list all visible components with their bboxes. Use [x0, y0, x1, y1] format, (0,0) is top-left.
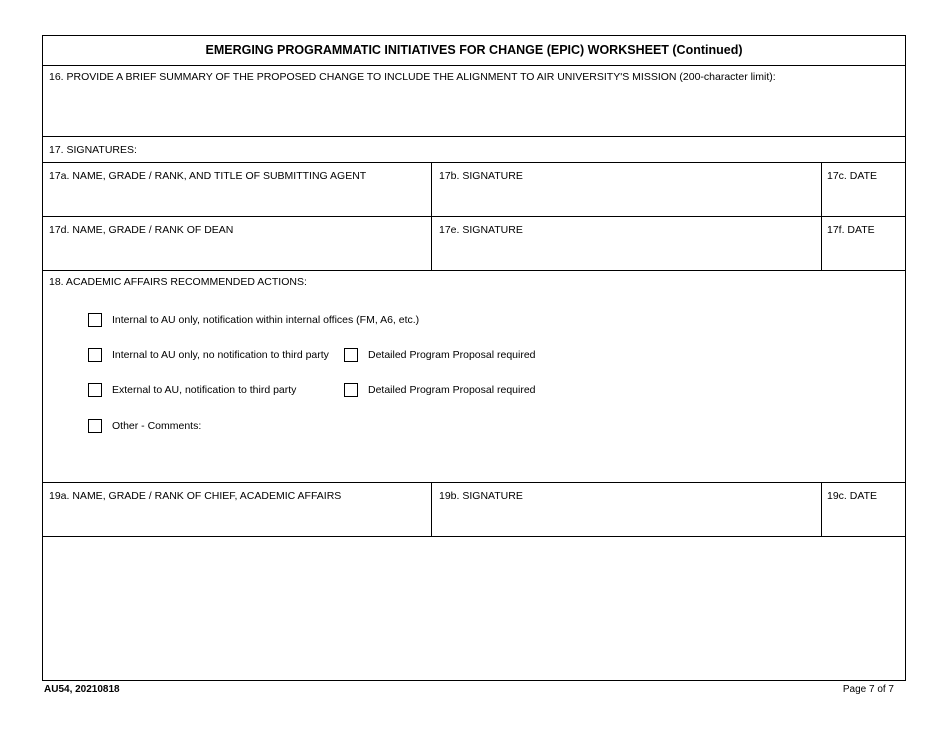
item17-submitting-agent-row	[43, 163, 905, 217]
item17a-label: 17a. NAME, GRADE / RANK, AND TITLE OF SUBMITTING AGENT	[49, 170, 367, 182]
item17d-label: 17d. NAME, GRADE / RANK OF DEAN	[49, 224, 234, 236]
option-internal-no-notify-label: Internal to AU only, no notification to third party	[112, 349, 329, 361]
detailed-proposal-checkbox-1[interactable]	[344, 348, 358, 362]
page-title: EMERGING PROGRAMMATIC INITIATIVES FOR CHANGE (EPIC) WORKSHEET (Continued)	[205, 43, 743, 57]
divider	[821, 217, 822, 270]
detailed-proposal-label-2: Detailed Program Proposal required	[368, 384, 536, 396]
divider	[821, 163, 822, 216]
blank-area	[43, 537, 905, 680]
option-other-label: Other - Comments:	[112, 420, 202, 432]
detailed-proposal-label-1: Detailed Program Proposal required	[368, 349, 536, 361]
item17e-label: 17e. SIGNATURE	[439, 224, 523, 236]
item17-dean-row	[43, 217, 905, 271]
epic-worksheet-form	[42, 35, 906, 681]
option-internal-notify-checkbox[interactable]	[88, 313, 102, 327]
item18-label: 18. ACADEMIC AFFAIRS RECOMMENDED ACTIONS:	[49, 276, 307, 288]
item19b-label: 19b. SIGNATURE	[439, 490, 523, 502]
item19-chief-row	[43, 483, 905, 537]
option-internal-notify-label: Internal to AU only, notification within internal offices (FM, A6, etc.)	[112, 314, 420, 326]
item17-label: 17. SIGNATURES:	[49, 144, 137, 156]
title-row	[43, 36, 905, 66]
form-id: AU54, 20210818	[44, 684, 120, 695]
item16-summary-field[interactable]	[43, 66, 905, 137]
option-external-notify-checkbox[interactable]	[88, 383, 102, 397]
item18-actions-section	[43, 271, 905, 483]
item17f-label: 17f. DATE	[827, 224, 875, 236]
item17b-label: 17b. SIGNATURE	[439, 170, 523, 182]
item19a-label: 19a. NAME, GRADE / RANK OF CHIEF, ACADEMIC AFFAIRS	[49, 490, 342, 502]
divider	[431, 217, 432, 270]
divider	[431, 483, 432, 536]
page-number: Page 7 of 7	[842, 684, 894, 695]
option-external-notify-label: External to AU, notification to third party	[112, 384, 297, 396]
item17c-label: 17c. DATE	[827, 170, 877, 182]
option-internal-no-notify-checkbox[interactable]	[88, 348, 102, 362]
item19c-label: 19c. DATE	[827, 490, 877, 502]
detailed-proposal-checkbox-2[interactable]	[344, 383, 358, 397]
item17-row	[43, 137, 905, 163]
divider	[431, 163, 432, 216]
divider	[821, 483, 822, 536]
option-other-checkbox[interactable]	[88, 419, 102, 433]
item16-label: 16. PROVIDE A BRIEF SUMMARY OF THE PROPOSED CHANGE TO INCLUDE THE ALIGNMENT TO AIR UNIVERSITY'S MISSION (200-character limit):	[49, 71, 776, 83]
